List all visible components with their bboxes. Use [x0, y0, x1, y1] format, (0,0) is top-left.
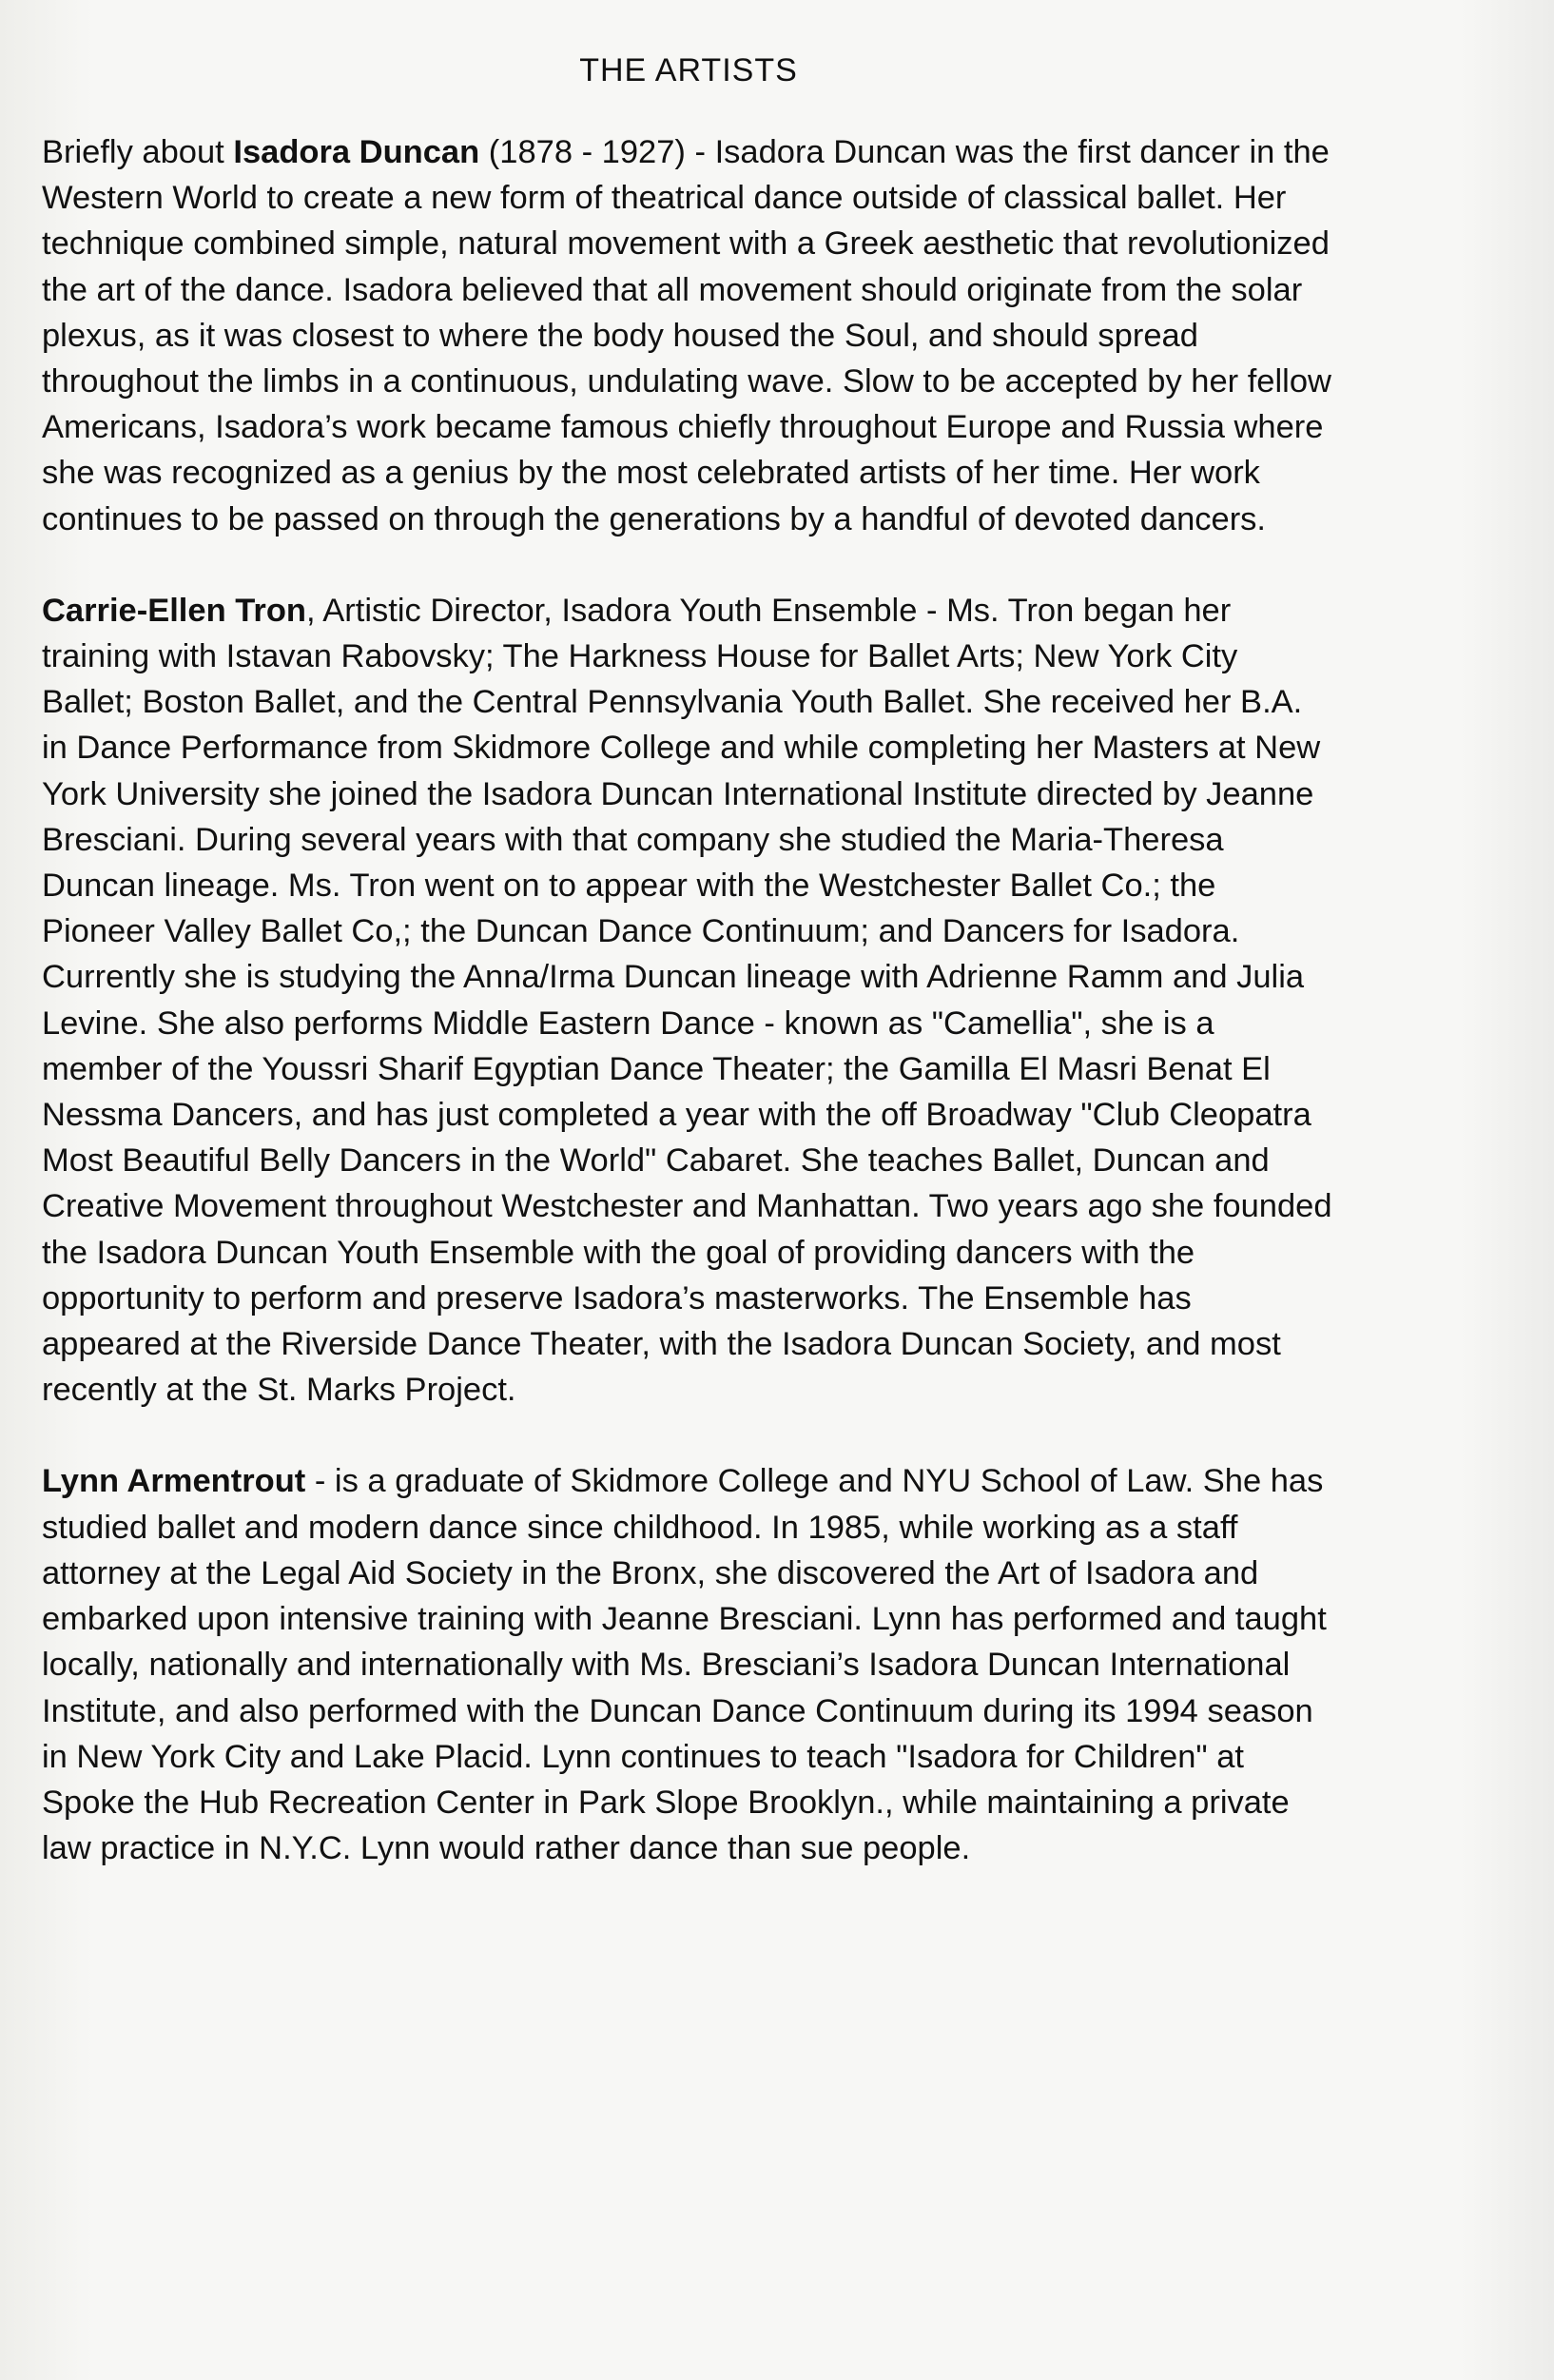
artist-name: Carrie-Ellen Tron	[42, 592, 306, 629]
bio-text: (1878 - 1927) - Isadora Duncan was the first dancer in the Western World to create a new form of theatrical dance outside of classical ballet. Her technique combined simple, natural movement with a Greek aesthetic that revolutionized the art of the dance. Isadora believed that all movement should originate from the solar plexus, as it was closest to where the body housed the Soul, and should spread throughout the limbs in a continuous, undulating wave. Slow to be accepted by her fellow Americans, Isadora’s work became famous chiefly throughout Europe and Russia where she was recognized as a genius by the most celebrated artists of her time. Her work continues to be passed on through the generations by a handful of devoted dancers.	[42, 134, 1331, 537]
bio-carrie-ellen-tron	[42, 588, 1335, 1414]
artists-article	[42, 49, 1335, 1917]
bio-lead: Briefly about	[42, 134, 234, 170]
artist-name: Lynn Armentrout	[42, 1463, 306, 1500]
bio-text: - is a graduate of Skidmore College and NYU School of Law. She has studied ballet and modern dance since childhood. In 1985, while working as a staff attorney at the Legal Aid Society in the Bronx, she discovered the Art of Isadora and embarked upon intensive training with Jeanne Bresciani. Lynn has performed and taught locally, nationally and internationally with Ms. Bresciani’s Isadora Duncan International Institute, and also performed with the Duncan Dance Continuum during its 1994 season in New York City and Lake Placid. Lynn continues to teach "Isadora for Children" at Spoke the Hub Recreation Center in Park Slope Brooklyn., while maintaining a private law practice in N.Y.C. Lynn would rather dance than sue people.	[42, 1463, 1327, 1867]
bio-lynn-armentrout	[42, 1458, 1335, 1871]
artist-name: Isadora Duncan	[233, 134, 480, 170]
page-title: THE ARTISTS	[579, 52, 798, 88]
bio-isadora-duncan	[42, 129, 1335, 542]
bio-text: , Artistic Director, Isadora Youth Ensemble - Ms. Tron began her training with Istavan Rabovsky; The Harkness House for Ballet Arts; New York City Ballet; Boston Ballet, and the Central Pennsylvania Youth Ballet. She received her B.A. in Dance Performance from Skidmore College and while completing her Masters at New York University she joined the Isadora Duncan International Institute directed by Jeanne Bresciani. During several years with that company she studied the Maria-Theresa Duncan lineage. Ms. Tron went on to appear with the Westchester Ballet Co.; the Pioneer Valley Ballet Co,; the Duncan Dance Continuum; and Dancers for Isadora. Currently she is studying the Anna/Irma Duncan lineage with Adrienne Ramm and Julia Levine. She also performs Middle Eastern Dance - known as "Camellia", she is a member of the Youssri Sharif Egyptian Dance Theater; the Gamilla El Masri Benat El Nessma Dancers, and has just completed a year with the off Broadway "Club Cleopatra Most Beautiful Belly Dancers in the World" Cabaret. She teaches Ballet, Duncan and Creative Movement throughout Westchester and Manhattan. Two years ago she founded the Isadora Duncan Youth Ensemble with the goal of providing dancers with the opportunity to perform and preserve Isadora’s masterworks. The Ensemble has appeared at the Riverside Dance Theater, with the Isadora Duncan Society, and most recently at the St. Marks Project.	[42, 592, 1332, 1409]
